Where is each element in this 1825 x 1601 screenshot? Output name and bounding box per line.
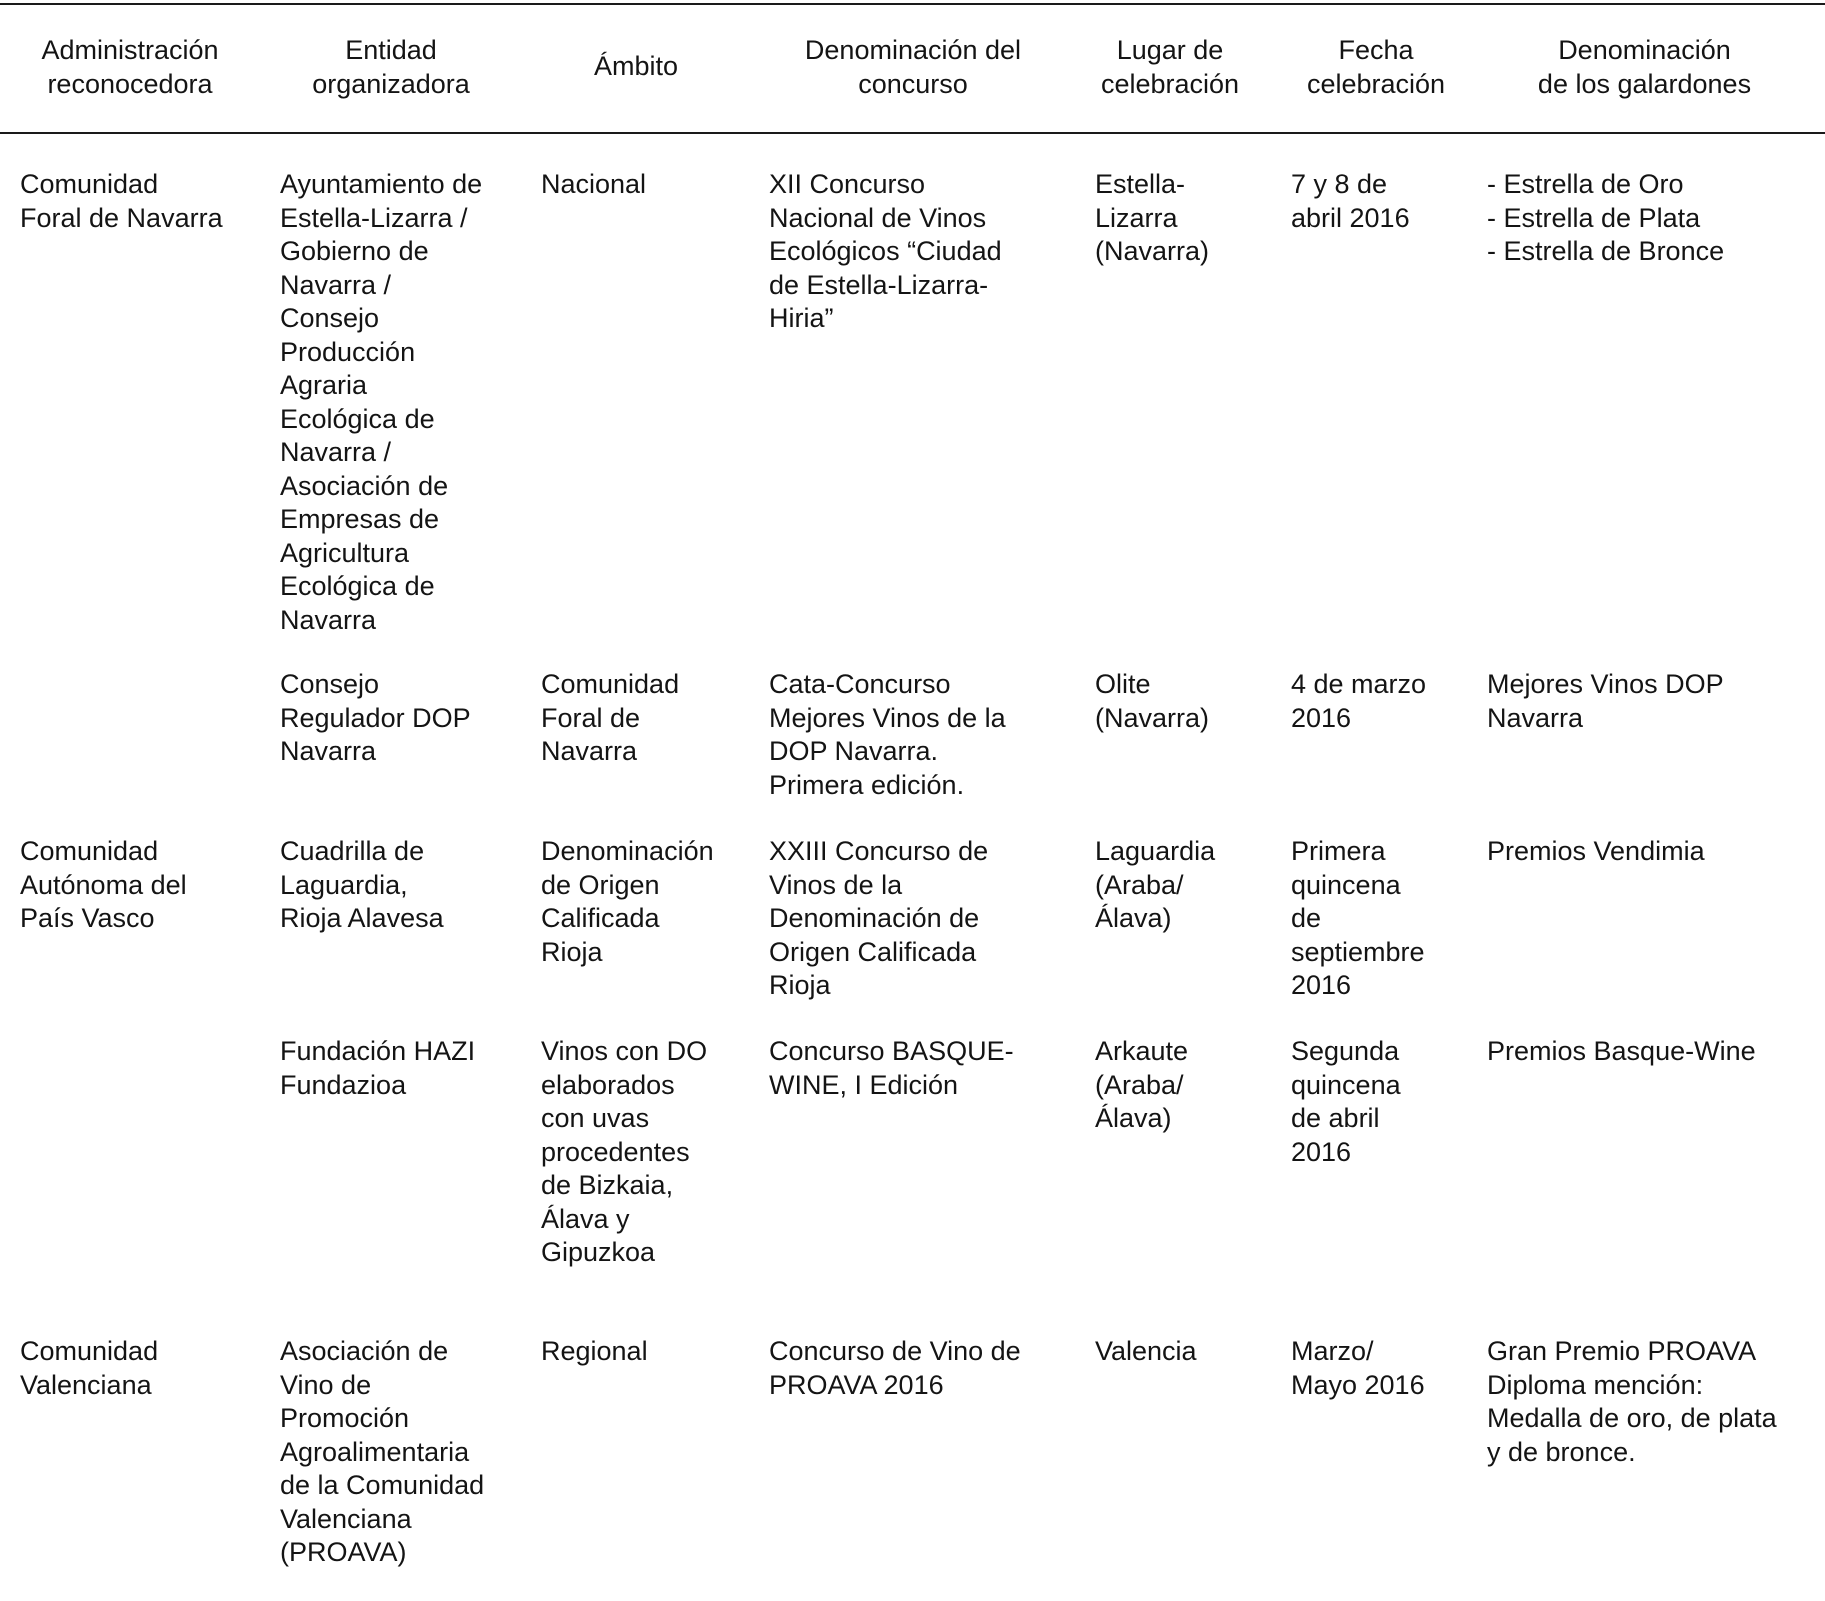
cell-entidad: Asociación de Vino de Promoción Agroalimentaria de la Comunidad Valenciana (PROAVA) [280, 1336, 485, 1567]
header-galardones: Denominación de los galardones [1537, 35, 1752, 99]
header-denominacion: Denominación del concurso [804, 35, 1022, 99]
cell-fecha: 4 de marzo 2016 [1291, 669, 1427, 733]
cell-administracion: Comunidad Valenciana [20, 1336, 159, 1400]
table-top-rule [0, 3, 1825, 5]
cell-ambito: Denominación de Origen Calificada Rioja [541, 836, 714, 967]
cell-entidad: Fundación HAZI Fundazioa [280, 1036, 476, 1100]
header-entidad: Entidad organizadora [312, 35, 470, 99]
cell-fecha: Marzo/ Mayo 2016 [1291, 1336, 1425, 1400]
cell-galardones: Premios Vendimia [1487, 836, 1705, 866]
cell-denominacion: XXIII Concurso de Vinos de la Denominación de Origen Calificada Rioja [769, 836, 989, 1000]
cell-lugar: Valencia [1095, 1336, 1197, 1366]
header-fecha: Fecha celebración [1306, 35, 1446, 99]
cell-entidad: Cuadrilla de Laguardia, Rioja Alavesa [280, 836, 444, 933]
cell-entidad: Consejo Regulador DOP Navarra [280, 669, 471, 766]
cell-galardones: - Estrella de Oro - Estrella de Plata - Estrella de Bronce [1487, 169, 1725, 266]
cell-lugar: Estella- Lizarra (Navarra) [1095, 169, 1210, 266]
cell-lugar: Olite (Navarra) [1095, 669, 1210, 733]
table-header-row [0, 34, 1825, 104]
cell-fecha: Segunda quincena de abril 2016 [1291, 1036, 1401, 1167]
cell-galardones: Gran Premio PROAVA Diploma mención: Medalla de oro, de plata y de bronce. [1487, 1336, 1777, 1467]
cell-denominacion: Concurso de Vino de PROAVA 2016 [769, 1336, 1021, 1400]
cell-galardones: Mejores Vinos DOP Navarra [1487, 669, 1724, 733]
cell-ambito: Comunidad Foral de Navarra [541, 669, 680, 766]
header-administracion: Administración reconocedora [41, 35, 219, 99]
header-ambito: Ámbito [593, 51, 679, 81]
cell-ambito: Regional [541, 1336, 648, 1366]
header-lugar: Lugar de celebración [1100, 35, 1240, 99]
cell-lugar: Laguardia (Araba/ Álava) [1095, 836, 1216, 933]
cell-denominacion: Concurso BASQUE- WINE, I Edición [769, 1036, 1014, 1100]
cell-entidad: Ayuntamiento de Estella-Lizarra / Gobierno de Navarra / Consejo Producción Agraria Ecológica de Navarra / Asociación de Empresas de Agricultura Ecológica de Navarra [280, 169, 483, 635]
cell-fecha: Primera quincena de septiembre 2016 [1291, 836, 1425, 1000]
cell-ambito: Vinos con DO elaborados con uvas procedentes de Bizkaia, Álava y Gipuzkoa [541, 1036, 708, 1267]
cell-denominacion: Cata-Concurso Mejores Vinos de la DOP Navarra. Primera edición. [769, 669, 1006, 800]
cell-administracion: Comunidad Foral de Navarra [20, 169, 223, 233]
cell-lugar: Arkaute (Araba/ Álava) [1095, 1036, 1189, 1133]
cell-denominacion: XII Concurso Nacional de Vinos Ecológicos “Ciudad de Estella-Lizarra- Hiria” [769, 169, 1002, 333]
cell-administracion: Comunidad Autónoma del País Vasco [20, 836, 187, 933]
cell-galardones: Premios Basque-Wine [1487, 1036, 1756, 1066]
header-bottom-rule [0, 132, 1825, 134]
cell-fecha: 7 y 8 de abril 2016 [1291, 169, 1410, 233]
cell-ambito: Nacional [541, 169, 647, 199]
